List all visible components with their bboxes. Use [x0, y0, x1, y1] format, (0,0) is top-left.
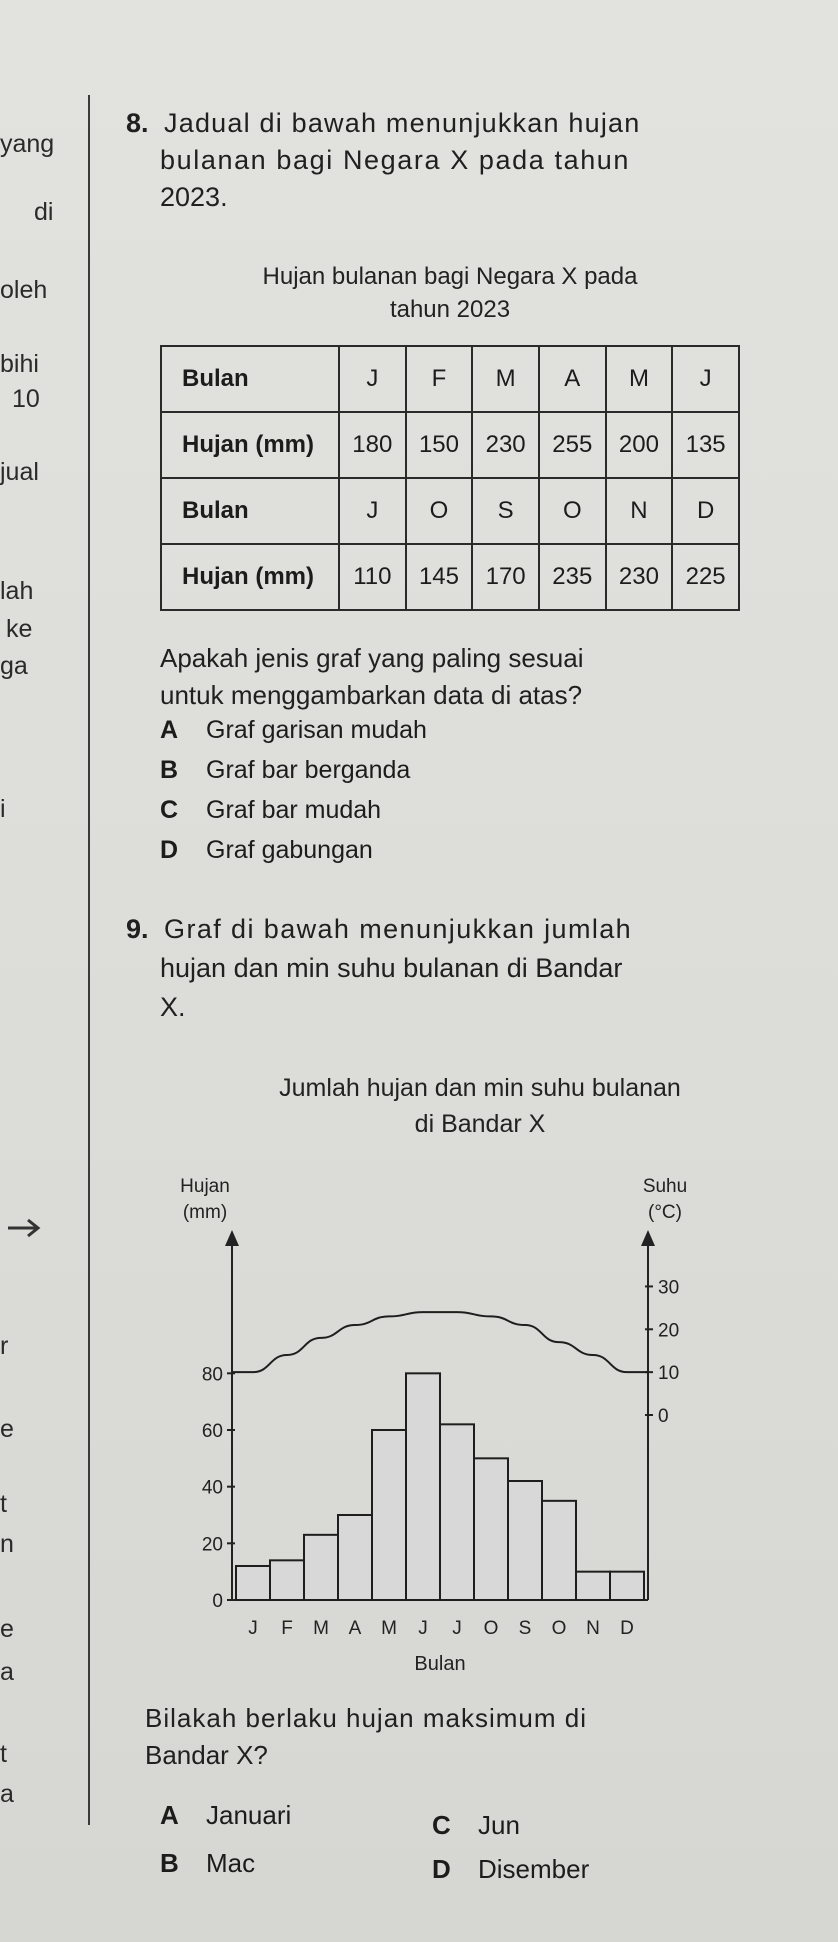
option-text: Jun	[478, 1810, 520, 1840]
month-tick-label: J	[248, 1618, 258, 1639]
table-caption	[160, 260, 740, 326]
right-axis-arrow-icon	[641, 1230, 655, 1246]
table-cell: 235	[539, 544, 606, 610]
table-row	[161, 478, 739, 544]
option-text: Graf garisan mudah	[206, 716, 427, 744]
table-cell: 145	[406, 544, 473, 610]
margin-fragment: i	[0, 795, 6, 823]
question-number: 8.	[126, 108, 149, 138]
margin-fragment: t	[0, 1740, 7, 1768]
right-axis-title: Suhu	[642, 1176, 688, 1197]
table-cell: S	[472, 478, 539, 544]
question-text: bulanan bagi Negara X pada tahun	[160, 145, 631, 175]
table-cell: 225	[672, 544, 739, 610]
option-letter: B	[160, 1848, 179, 1878]
month-tick-label: A	[348, 1618, 362, 1639]
table-cell: 230	[606, 544, 673, 610]
rainfall-bar	[576, 1572, 610, 1600]
month-tick-label: S	[518, 1618, 532, 1639]
table-cell: 150	[406, 412, 473, 478]
table-cell: O	[406, 478, 473, 544]
option-letter: A	[160, 716, 179, 744]
table-row	[161, 346, 739, 412]
left-margin	[0, 0, 88, 1942]
rainfall-bar	[542, 1501, 576, 1600]
temperature-line	[232, 1312, 648, 1372]
question-text: hujan dan min suhu bulanan di Bandar	[160, 953, 623, 983]
month-tick-label: F	[281, 1618, 293, 1639]
margin-fragment: ga	[0, 652, 28, 680]
option-letter: D	[160, 836, 179, 864]
month-tick-label: D	[620, 1618, 634, 1639]
option-c[interactable]	[160, 796, 381, 825]
margin-fragment: jual	[0, 458, 39, 486]
question-8-stem	[126, 105, 816, 216]
option-text: Januari	[206, 1800, 292, 1830]
option-b[interactable]	[160, 756, 410, 785]
margin-fragment: e	[0, 1615, 14, 1643]
question-text: Bandar X?	[145, 1740, 268, 1770]
left-axis-unit: (mm)	[182, 1202, 228, 1223]
table-cell: N	[606, 478, 673, 544]
option-b[interactable]	[160, 1848, 255, 1879]
table-cell: 110	[339, 544, 406, 610]
rainfall-bar	[610, 1572, 644, 1600]
margin-fragment: r	[0, 1332, 9, 1360]
question-8-prompt	[160, 640, 820, 714]
table-cell: Hujan (mm)	[161, 412, 339, 478]
table-cell: O	[539, 478, 606, 544]
margin-fragment: e	[0, 1415, 14, 1443]
month-tick-label: M	[381, 1618, 397, 1639]
question-9-stem	[126, 910, 826, 1027]
rainfall-bar	[270, 1560, 304, 1600]
table-cell: F	[406, 346, 473, 412]
table-caption-line: Hujan bulanan bagi Negara X pada	[262, 263, 638, 290]
month-tick-label: O	[551, 1618, 567, 1639]
option-letter: C	[160, 796, 179, 824]
rainfall-bar	[338, 1515, 372, 1600]
table-cell: M	[606, 346, 673, 412]
option-letter: B	[160, 756, 179, 784]
question-text: untuk menggambarkan data di atas?	[160, 680, 583, 710]
rainfall-bar	[372, 1430, 406, 1600]
month-tick-label: M	[313, 1618, 329, 1639]
month-tick-label: J	[418, 1618, 428, 1639]
rainfall-bars	[236, 1373, 644, 1600]
table-cell: J	[339, 478, 406, 544]
margin-fragment: yang	[0, 130, 55, 158]
margin-fragment: oleh	[0, 276, 48, 304]
table-cell: Hujan (mm)	[161, 544, 339, 610]
option-text: Graf gabungan	[206, 836, 373, 864]
margin-fragment: ke	[6, 615, 33, 643]
chart-caption-line: di Bandar X	[414, 1110, 546, 1138]
chart-caption-line: Jumlah hujan dan min suhu bulanan	[279, 1074, 681, 1102]
table-cell: 180	[339, 412, 406, 478]
table-cell: Bulan	[161, 346, 339, 412]
rainfall-bar	[304, 1535, 338, 1600]
rainfall-bar	[440, 1424, 474, 1600]
option-letter: C	[432, 1810, 451, 1840]
right-tick-label: 0	[658, 1406, 669, 1427]
question-text: Jadual di bawah menunjukkan hujan	[164, 108, 641, 138]
question-text: 2023.	[160, 182, 228, 212]
climograph-chart	[160, 1160, 760, 1690]
table-cell: 255	[539, 412, 606, 478]
rainfall-bar	[406, 1373, 440, 1600]
option-a[interactable]	[160, 1800, 291, 1831]
rainfall-bar	[236, 1566, 270, 1600]
option-text: Mac	[206, 1848, 256, 1878]
option-d[interactable]	[432, 1854, 589, 1885]
table-cell: M	[472, 346, 539, 412]
rainfall-bar	[508, 1481, 542, 1600]
left-axis-arrow-icon	[225, 1230, 239, 1246]
column-divider	[88, 95, 90, 1825]
table-cell: J	[339, 346, 406, 412]
right-tick-label: 20	[658, 1320, 680, 1342]
question-9-prompt	[145, 1700, 825, 1774]
option-text: Graf bar mudah	[206, 796, 382, 824]
table-cell: A	[539, 346, 606, 412]
arrow-right-icon	[6, 1215, 46, 1241]
margin-fragment: a	[0, 1780, 14, 1808]
month-tick-label: N	[586, 1618, 600, 1639]
option-text: Graf bar berganda	[206, 756, 411, 784]
x-axis-title: Bulan	[414, 1653, 466, 1675]
left-tick-label: 80	[201, 1364, 223, 1386]
option-d[interactable]	[160, 836, 373, 865]
chart-caption	[160, 1070, 800, 1142]
table-cell: 200	[606, 412, 673, 478]
left-axis-title: Hujan	[180, 1176, 230, 1197]
left-tick-label: 40	[201, 1477, 223, 1499]
question-text: Graf di bawah menunjukkan jumlah	[164, 914, 633, 944]
option-letter: D	[432, 1854, 451, 1884]
temperature-curve	[232, 1312, 648, 1372]
left-tick-label: 20	[201, 1534, 223, 1556]
table-cell: J	[672, 346, 739, 412]
option-a[interactable]	[160, 716, 427, 745]
margin-fragment: lah	[0, 577, 34, 605]
margin-fragment: di	[34, 198, 54, 226]
month-tick-label: O	[483, 1618, 499, 1639]
question-8-options	[160, 716, 720, 876]
margin-fragment: t	[0, 1490, 7, 1518]
right-tick-label: 30	[658, 1277, 680, 1299]
table-row	[161, 412, 739, 478]
question-number: 9.	[126, 914, 149, 944]
margin-fragment: a	[0, 1658, 14, 1686]
question-text: X.	[160, 992, 186, 1022]
option-letter: A	[160, 1800, 179, 1830]
table-cell: 135	[672, 412, 739, 478]
table-cell: 170	[472, 544, 539, 610]
margin-fragment: n	[0, 1530, 14, 1558]
question-text: Apakah jenis graf yang paling sesuai	[160, 643, 584, 673]
month-tick-label: J	[452, 1618, 462, 1639]
rainfall-bar	[474, 1458, 508, 1600]
table-cell: 230	[472, 412, 539, 478]
left-tick-label: 60	[201, 1421, 223, 1442]
table-cell: D	[672, 478, 739, 544]
option-c[interactable]	[432, 1810, 520, 1841]
left-tick-label: 0	[212, 1591, 223, 1612]
margin-fragment: bihi	[0, 350, 39, 378]
right-tick-label: 10	[658, 1363, 680, 1385]
table-cell: Bulan	[161, 478, 339, 544]
table-caption-line: tahun 2023	[389, 296, 511, 323]
table-row	[161, 544, 739, 610]
rainfall-table	[160, 345, 740, 611]
margin-fragment: 10	[12, 385, 40, 413]
question-9-options	[160, 1800, 820, 1900]
right-axis-unit: (°C)	[648, 1202, 682, 1223]
option-text: Disember	[478, 1854, 590, 1884]
question-text: Bilakah berlaku hujan maksimum di	[145, 1703, 587, 1733]
